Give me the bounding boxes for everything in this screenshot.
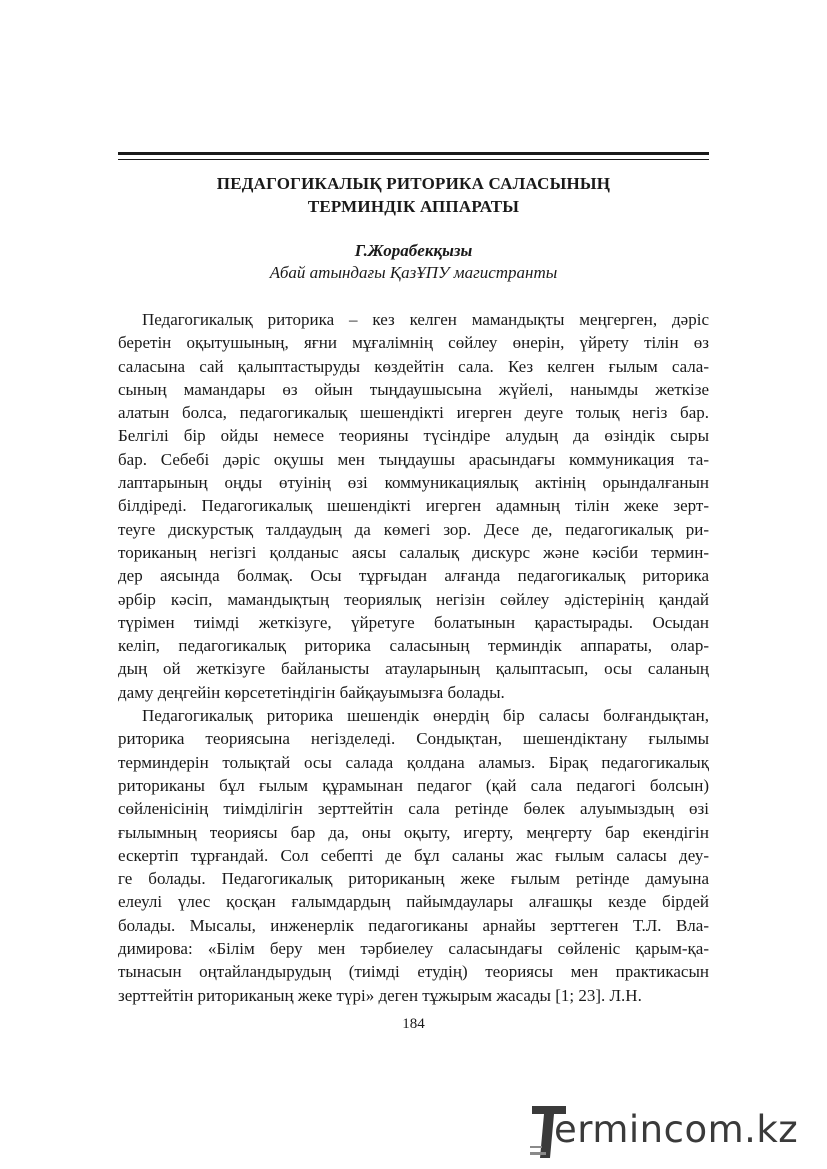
text-line: димирова: «Білім беру мен тәрбиелеу саласындағы сөйленіс қарым-қа- xyxy=(118,939,709,959)
logo-text: ermincom.kz xyxy=(554,1108,799,1151)
paragraph xyxy=(118,308,709,704)
text-line: елеулі үлес қосқан ғалымдардың пайымдаулары алғашқы кезде бірдей xyxy=(118,892,709,912)
text-line: әрбір кәсіп, мамандықтың теориялық негізін сөйлеу әдістерінің қандай xyxy=(118,589,709,609)
text-line: теуге дискурстық талдаудың да көмегі зор. Десе де, педагогикалық ри- xyxy=(118,519,709,539)
text-line: бар. Себебі дәріс оқушы мен тыңдаушы арасындағы коммуникация та- xyxy=(118,449,709,469)
text-line: сөйленісінің тиімділігін зерттейтін сала ретінде бөлек алуымыздың өзі xyxy=(118,799,709,819)
text-line: ториканың негізгі қолданыс аясы салалық дискурс және кәсіби термин- xyxy=(118,542,709,562)
text-line: түрімен тиімді жеткізуге, үйретуге болатынын қарастырады. Осыдан xyxy=(118,612,709,632)
title-line-2: ТЕРМИНДІК АППАРАТЫ xyxy=(307,197,520,216)
text-line: зерттейтін риториканың жеке түрі» деген тұжырым жасады [1; 23]. Л.Н. xyxy=(118,985,642,1005)
text-line: ғылымның теориясы бар да, оны оқыту, игерту, меңгерту бар екендігін xyxy=(118,822,709,842)
text-line: ескертіп тұрғандай. Сол себепті де бұл саланы жас ғылым саласы деу- xyxy=(118,845,709,865)
paragraph xyxy=(118,704,709,1007)
text-line: лаптарының оңды өтуінің өзі коммуникациялық актінің орындалғанын xyxy=(118,473,709,493)
text-line: болады. Мысалы, инженерлік педагогиканы арнайы зерттеген Т.Л. Вла- xyxy=(118,915,709,935)
header-rule-thin xyxy=(118,159,709,160)
text-line: ге болады. Педагогикалық риториканың жеке ғылым ретінде дамуына xyxy=(118,869,709,889)
article-body xyxy=(118,308,709,1007)
text-line: риториканы бұл ғылым құрамынан педагог (қай сала педагогі болсын) xyxy=(118,775,709,795)
text-line: сының мамандары өз ойын тыңдаушысына жүйелі, нанымды жеткізе xyxy=(118,379,709,399)
author-name: Г.Жорабекқызы xyxy=(354,241,473,260)
text-line: дың ой жеткізуге байланысты атауларының қалыптасып, осы саланың xyxy=(118,659,709,679)
page-number: 184 xyxy=(402,1016,425,1032)
text-line: алатын болса, педагогикалық шешендікті игерген деуге толық негіз бар. xyxy=(118,403,709,423)
text-line: саласына сай қалыптастыруды көздейтін сала. Кез келген ғылым сала- xyxy=(118,356,709,376)
text-line: Педагогикалық риторика шешендік өнердің бір саласы болғандықтан, xyxy=(142,706,709,726)
text-line: даму деңгейін көрсететіндігін байқауымызға болады. xyxy=(118,682,505,702)
text-line: білдіреді. Педагогикалық шешендікті игерген адамның тілін жеке зерт- xyxy=(118,496,709,516)
author-affiliation: Абай атындағы ҚазҰПУ магистранты xyxy=(269,263,558,282)
text-line: Педагогикалық риторика – кез келген мамандықты меңгерген, дәріс xyxy=(142,310,709,329)
text-line: Белгілі бір ойды немесе теорияны түсіндіре алудың да өзіндік сыры xyxy=(118,426,709,446)
article-title xyxy=(118,172,709,218)
text-line: терминдерін толықтай осы салада қолдана аламыз. Бірақ педагогикалық xyxy=(118,752,709,772)
header-rule-thick xyxy=(118,152,709,155)
termincom-logo xyxy=(530,1102,820,1162)
text-line: келіп, педагогикалық риторика саласының терминдік аппараты, олар- xyxy=(118,636,709,656)
text-line: риторика теориясына негізделеді. Сондықтан, шешендіктану ғылымы xyxy=(118,729,709,749)
text-line: тынасын оңтайландырудың (тиімді етудің) теориясы мен практикасын xyxy=(118,962,709,982)
text-line: дер аясында болмақ. Осы тұрғыдан алғанда педагогикалық риторика xyxy=(118,566,709,586)
title-line-1: ПЕДАГОГИКАЛЫҚ РИТОРИКА САЛАСЫНЫҢ xyxy=(216,174,611,193)
text-line: беретін оқытушының, яғни мұғалімнің сөйлеу өнерін, үйрету тілін өз xyxy=(118,333,709,353)
